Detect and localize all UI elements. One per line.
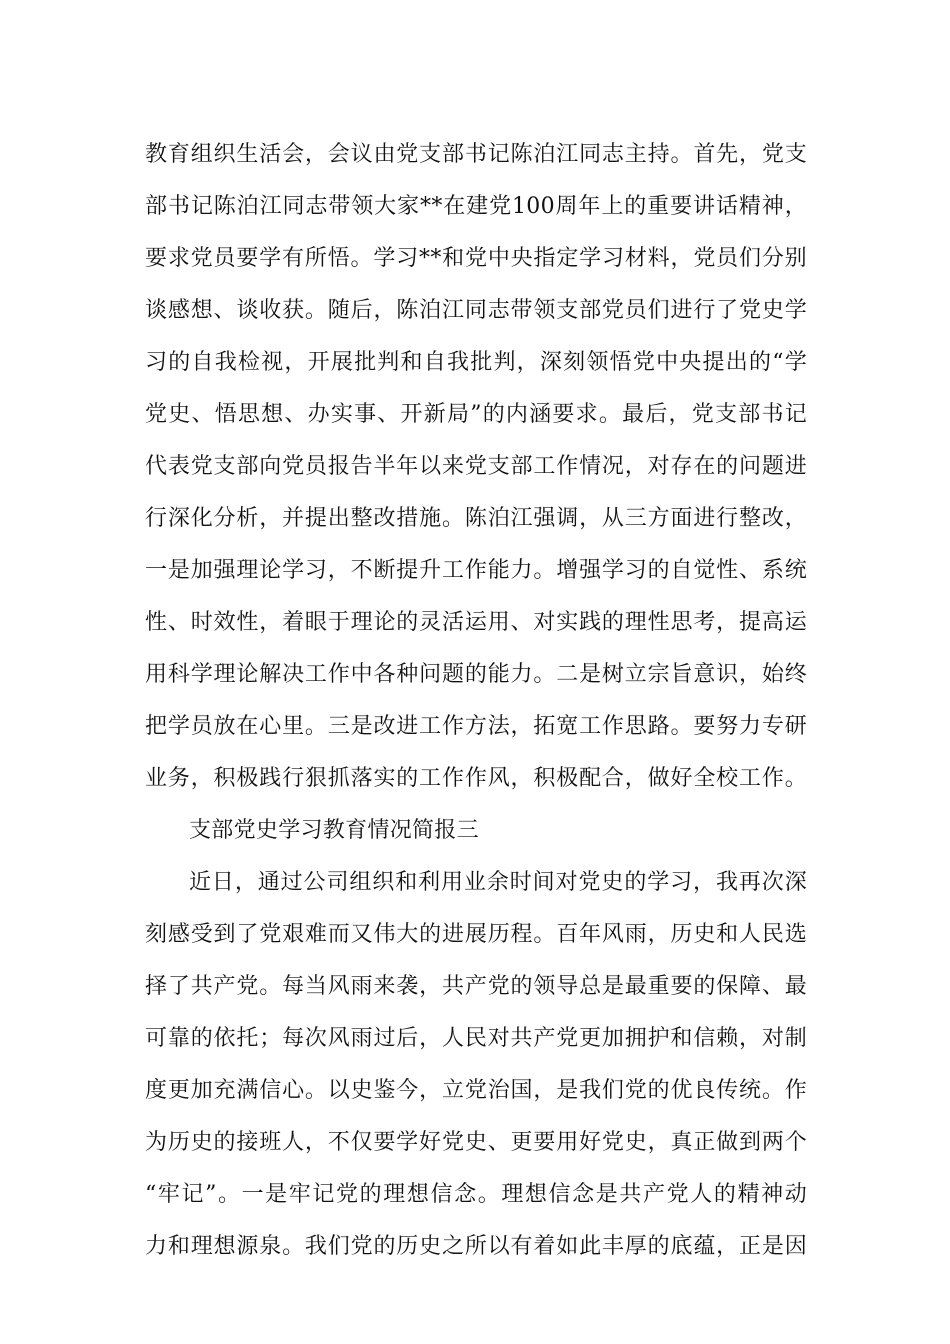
paragraph-1-line: 把学员放在心里。三是改进工作方法，拓宽工作思路。要努力专研 [145, 714, 807, 739]
paragraph-2-line: 可靠的依托；每次风雨过后，人民对共产党更加拥护和信赖，对制 [145, 1026, 807, 1051]
paragraph-1-line: 行深化分析，并提出整改措施。陈泊江强调，从三方面进行整改， [145, 506, 807, 531]
paragraph-2-line: 近日，通过公司组织和利用业余时间对党史的学习，我再次深 [189, 870, 807, 895]
paragraph-2-line: 择了共产党。每当风雨来袭，共产党的领导总是最重要的保障、最 [145, 974, 807, 999]
paragraph-2-line: 度更加充满信心。以史鉴今，立党治国，是我们党的优良传统。作 [145, 1078, 807, 1103]
paragraph-2-line: 刻感受到了党艰难而又伟大的进展历程。百年风雨，历史和人民选 [145, 922, 807, 947]
paragraph-1-line: 谈感想、谈收获。随后，陈泊江同志带领支部党员们进行了党史学 [145, 298, 807, 323]
paragraph-2-line: 为历史的接班人，不仅要学好党史、更要用好党史，真正做到两个 [145, 1130, 807, 1155]
paragraph-1-line: 用科学理论解决工作中各种问题的能力。二是树立宗旨意识，始终 [145, 662, 807, 687]
paragraph-1-line: 党史、悟思想、办实事、开新局”的内涵要求。最后，党支部书记 [145, 402, 807, 427]
paragraph-1-line: 性、时效性，着眼于理论的灵活运用、对实践的理性思考，提高运 [145, 610, 807, 635]
paragraph-1-line: 业务，积极践行狠抓落实的工作作风，积极配合，做好全校工作。 [145, 766, 807, 791]
paragraph-1-line: 要求党员要学有所悟。学习**和党中央指定学习材料，党员们分别 [145, 246, 807, 271]
paragraph-1-line: 一是加强理论学习，不断提升工作能力。增强学习的自觉性、系统 [145, 558, 807, 583]
paragraph-2-line: “牢记”。一是牢记党的理想信念。理想信念是共产党人的精神动 [145, 1182, 807, 1207]
paragraph-1-line: 习的自我检视，开展批判和自我批判，深刻领悟党中央提出的“学 [145, 350, 807, 375]
section-title: 支部党史学习教育情况简报三 [189, 818, 479, 843]
paragraph-1-line: 部书记陈泊江同志带领大家**在建党100周年上的重要讲话精神， [145, 194, 807, 219]
paragraph-1-line: 代表党支部向党员报告半年以来党支部工作情况，对存在的问题进 [145, 454, 807, 479]
paragraph-1-line: 教育组织生活会，会议由党支部书记陈泊江同志主持。首先，党支 [145, 142, 807, 167]
paragraph-2-line: 力和理想源泉。我们党的历史之所以有着如此丰厚的底蕴，正是因 [145, 1234, 807, 1259]
